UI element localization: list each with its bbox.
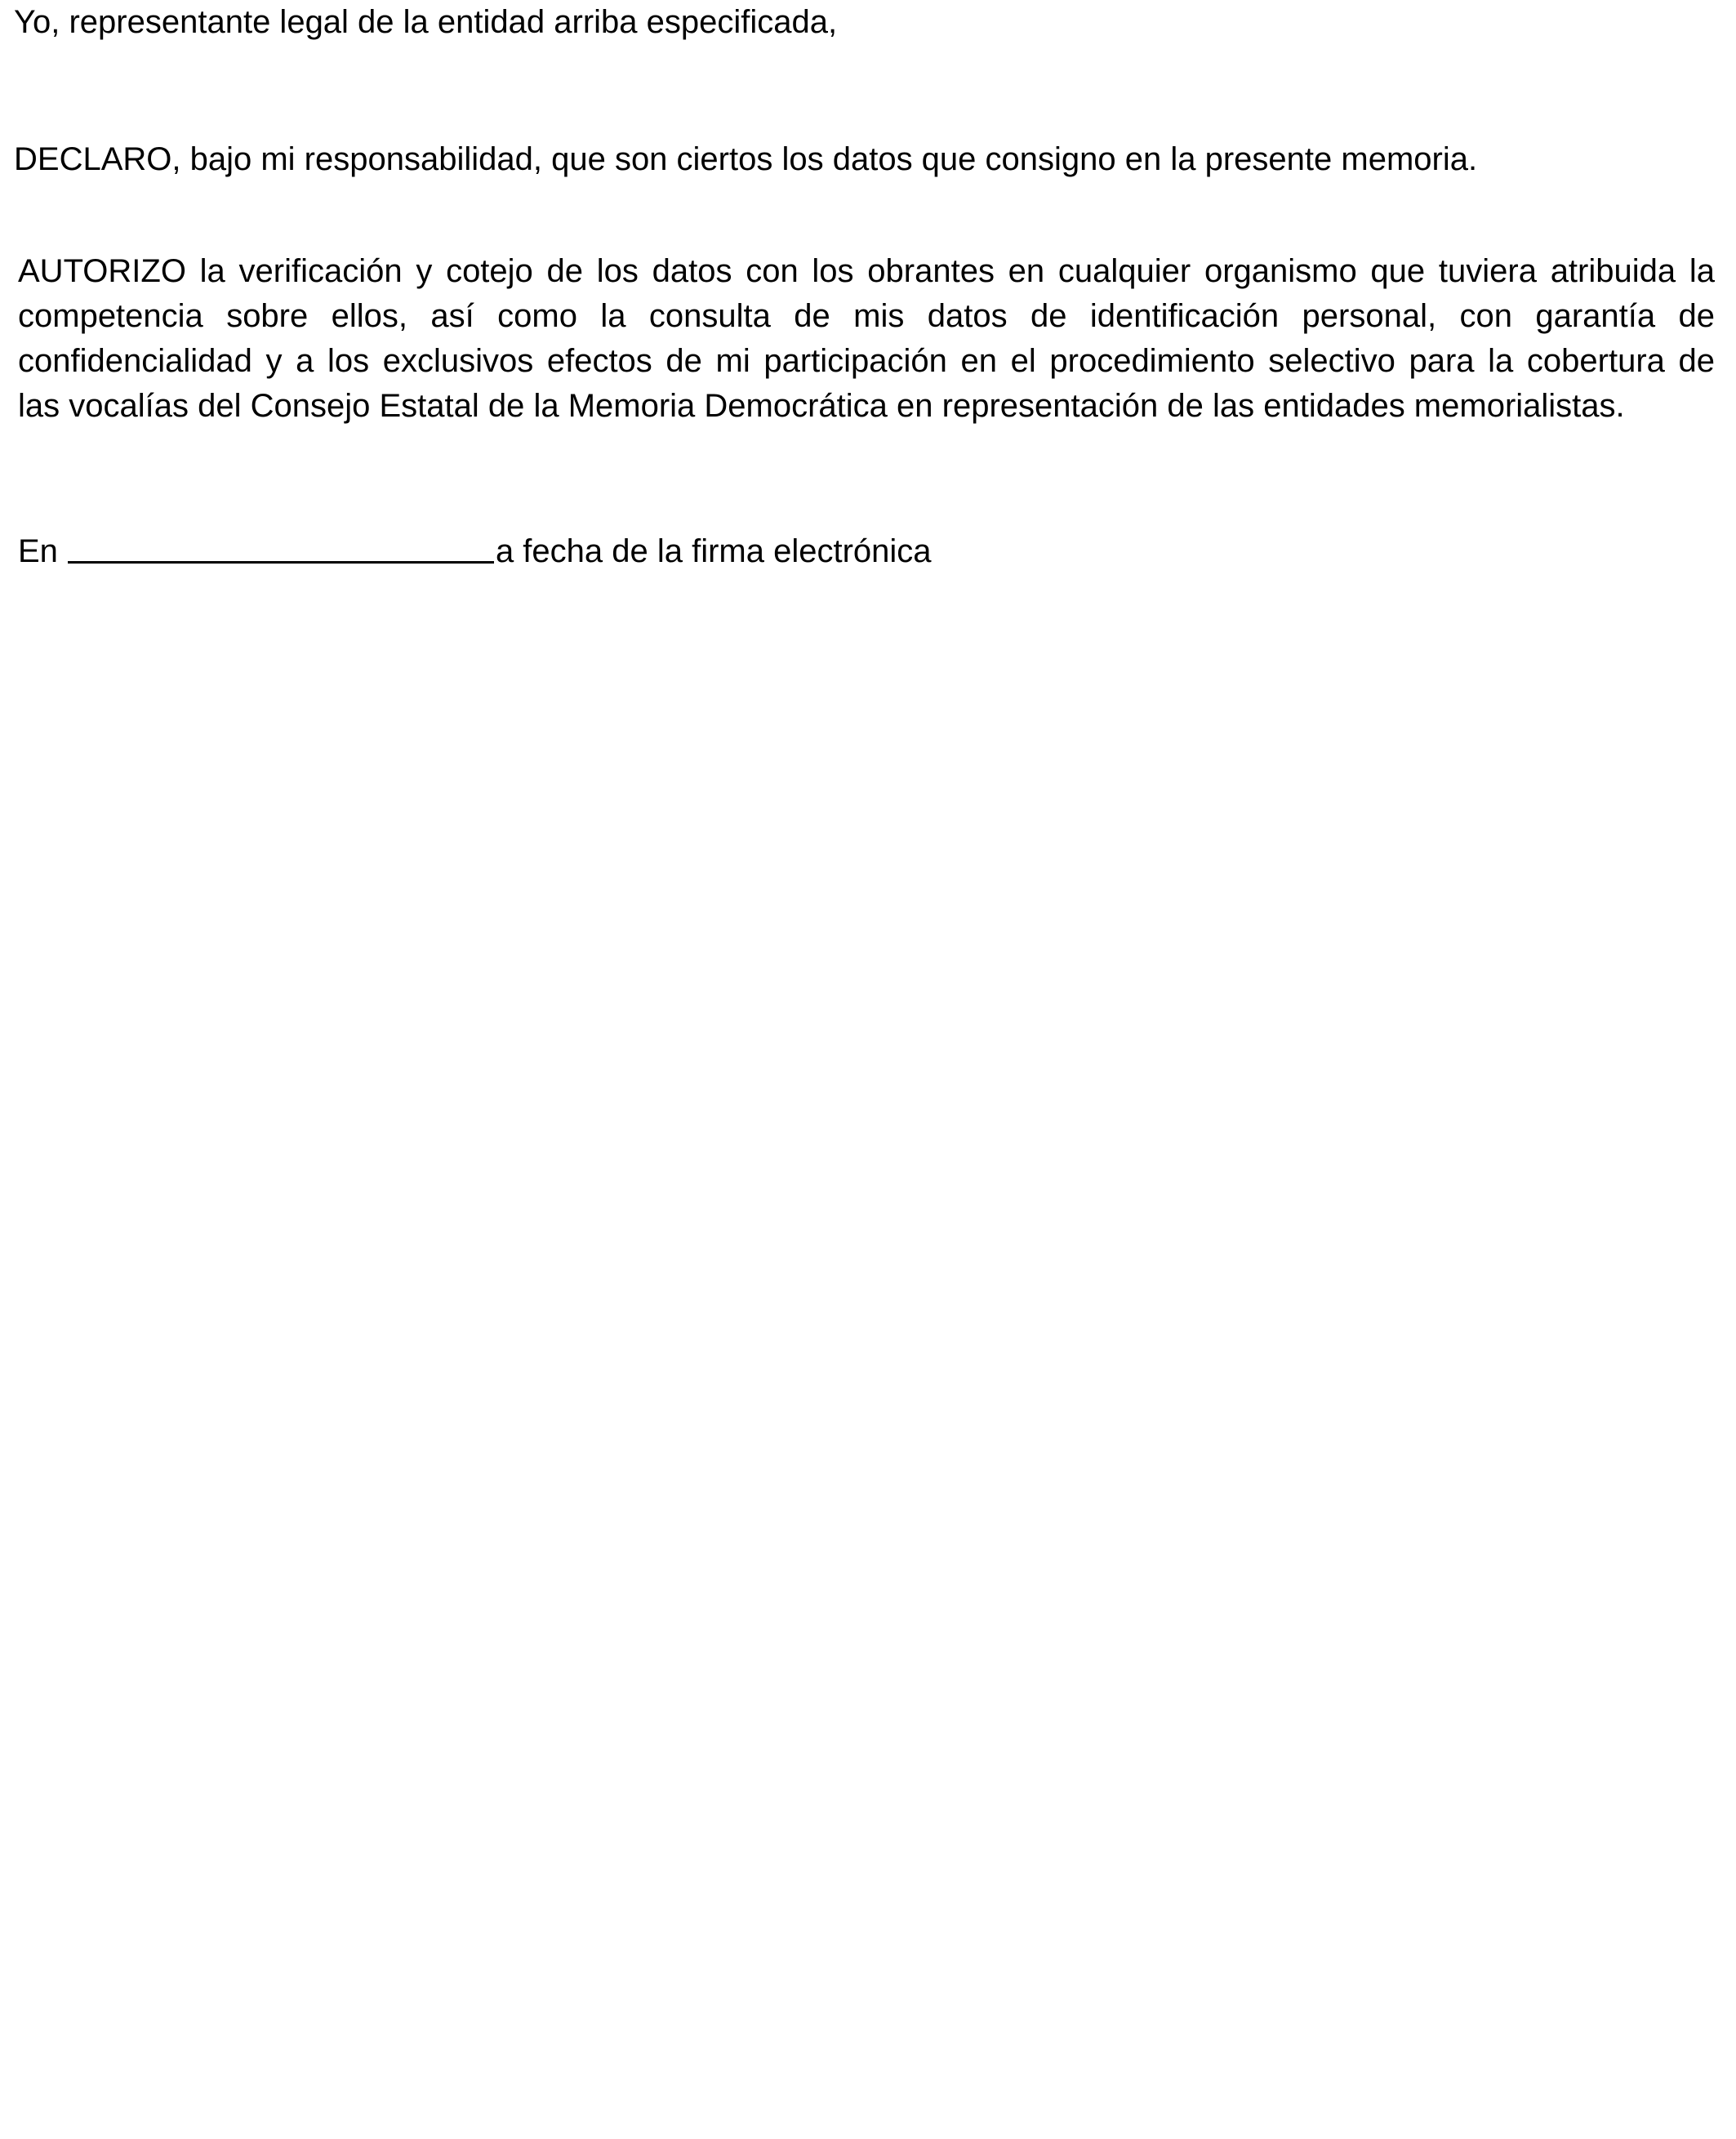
date-statement: a fecha de la firma electrónica xyxy=(495,533,932,569)
authorization-paragraph xyxy=(18,249,1715,429)
authorization-line: competencia sobre ellos, así como la consulta de mis datos de identificación personal, con garantía de xyxy=(18,298,1715,334)
authorization-line: confidencialidad y a los exclusivos efectos de mi participación en el procedimiento selectivo para la cobertura de xyxy=(18,343,1715,379)
place-blank-field[interactable] xyxy=(68,528,494,564)
signature-place-date xyxy=(18,527,932,574)
place-prefix: En xyxy=(18,533,58,569)
authorization-line: las vocalías del Consejo Estatal de la Memoria Democrática en representación de las entidades memorialistas. xyxy=(18,388,1625,424)
intro-statement: Yo, representante legal de la entidad arriba especificada, xyxy=(14,4,838,40)
authorization-line: AUTORIZO la verificación y cotejo de los datos con los obrantes en cualquier organismo que tuviera atribuida la xyxy=(18,253,1715,289)
declaration-paragraph: DECLARO, bajo mi responsabilidad, que son ciertos los datos que consigno en la presente memoria. xyxy=(14,141,1478,177)
